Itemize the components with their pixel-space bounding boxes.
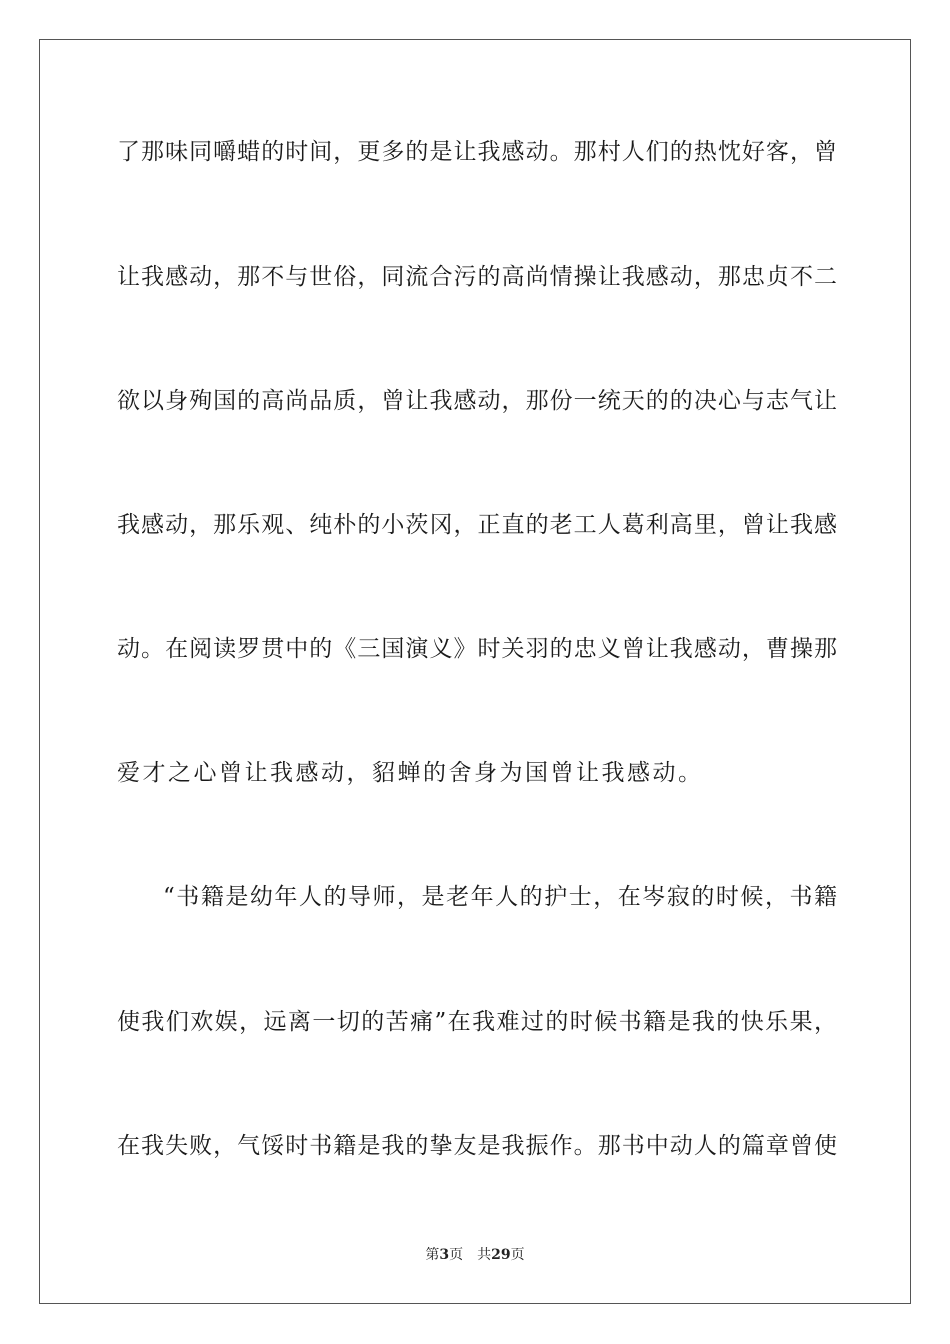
text-line: 使我们欢娱，远离一切的苦痛”在我难过的时候书籍是我的快乐果， (117, 1009, 837, 1035)
paragraph-first-line: “书籍是幼年人的导师，是老年人的护士，在岑寂的时候，书籍 (163, 884, 837, 910)
page-footer (0, 1246, 950, 1264)
text-line: 动。在阅读罗贯中的《三国演义》时关羽的忠义曾让我感动，曹操那 (117, 636, 837, 662)
page-suffix: 页 (449, 1247, 464, 1263)
text-line: 欲以身殉国的高尚品质，曾让我感动，那份一统天的的决心与志气让 (117, 388, 837, 414)
page-border (39, 39, 911, 1304)
text-line: 在我失败，气馁时书籍是我的挚友是我振作。那书中动人的篇章曾使 (117, 1133, 837, 1159)
text-line: 了那味同嚼蜡的时间，更多的是让我感动。那村人们的热忱好客，曾 (117, 139, 837, 165)
text-line: 爱才之心曾让我感动，貂蝉的舍身为国曾让我感动。 (117, 760, 704, 786)
page-prefix: 第 (425, 1247, 440, 1263)
text-line: 我感动，那乐观、纯朴的小茨冈，正直的老工人葛利高里，曾让我感 (117, 512, 837, 538)
total-pages: 29 (491, 1247, 511, 1263)
text-line: 让我感动，那不与世俗，同流合污的高尚情操让我感动，那忠贞不二 (117, 264, 837, 290)
total-prefix: 共 (477, 1247, 492, 1263)
page-number: 3 (439, 1247, 450, 1263)
total-suffix: 页 (510, 1247, 525, 1263)
